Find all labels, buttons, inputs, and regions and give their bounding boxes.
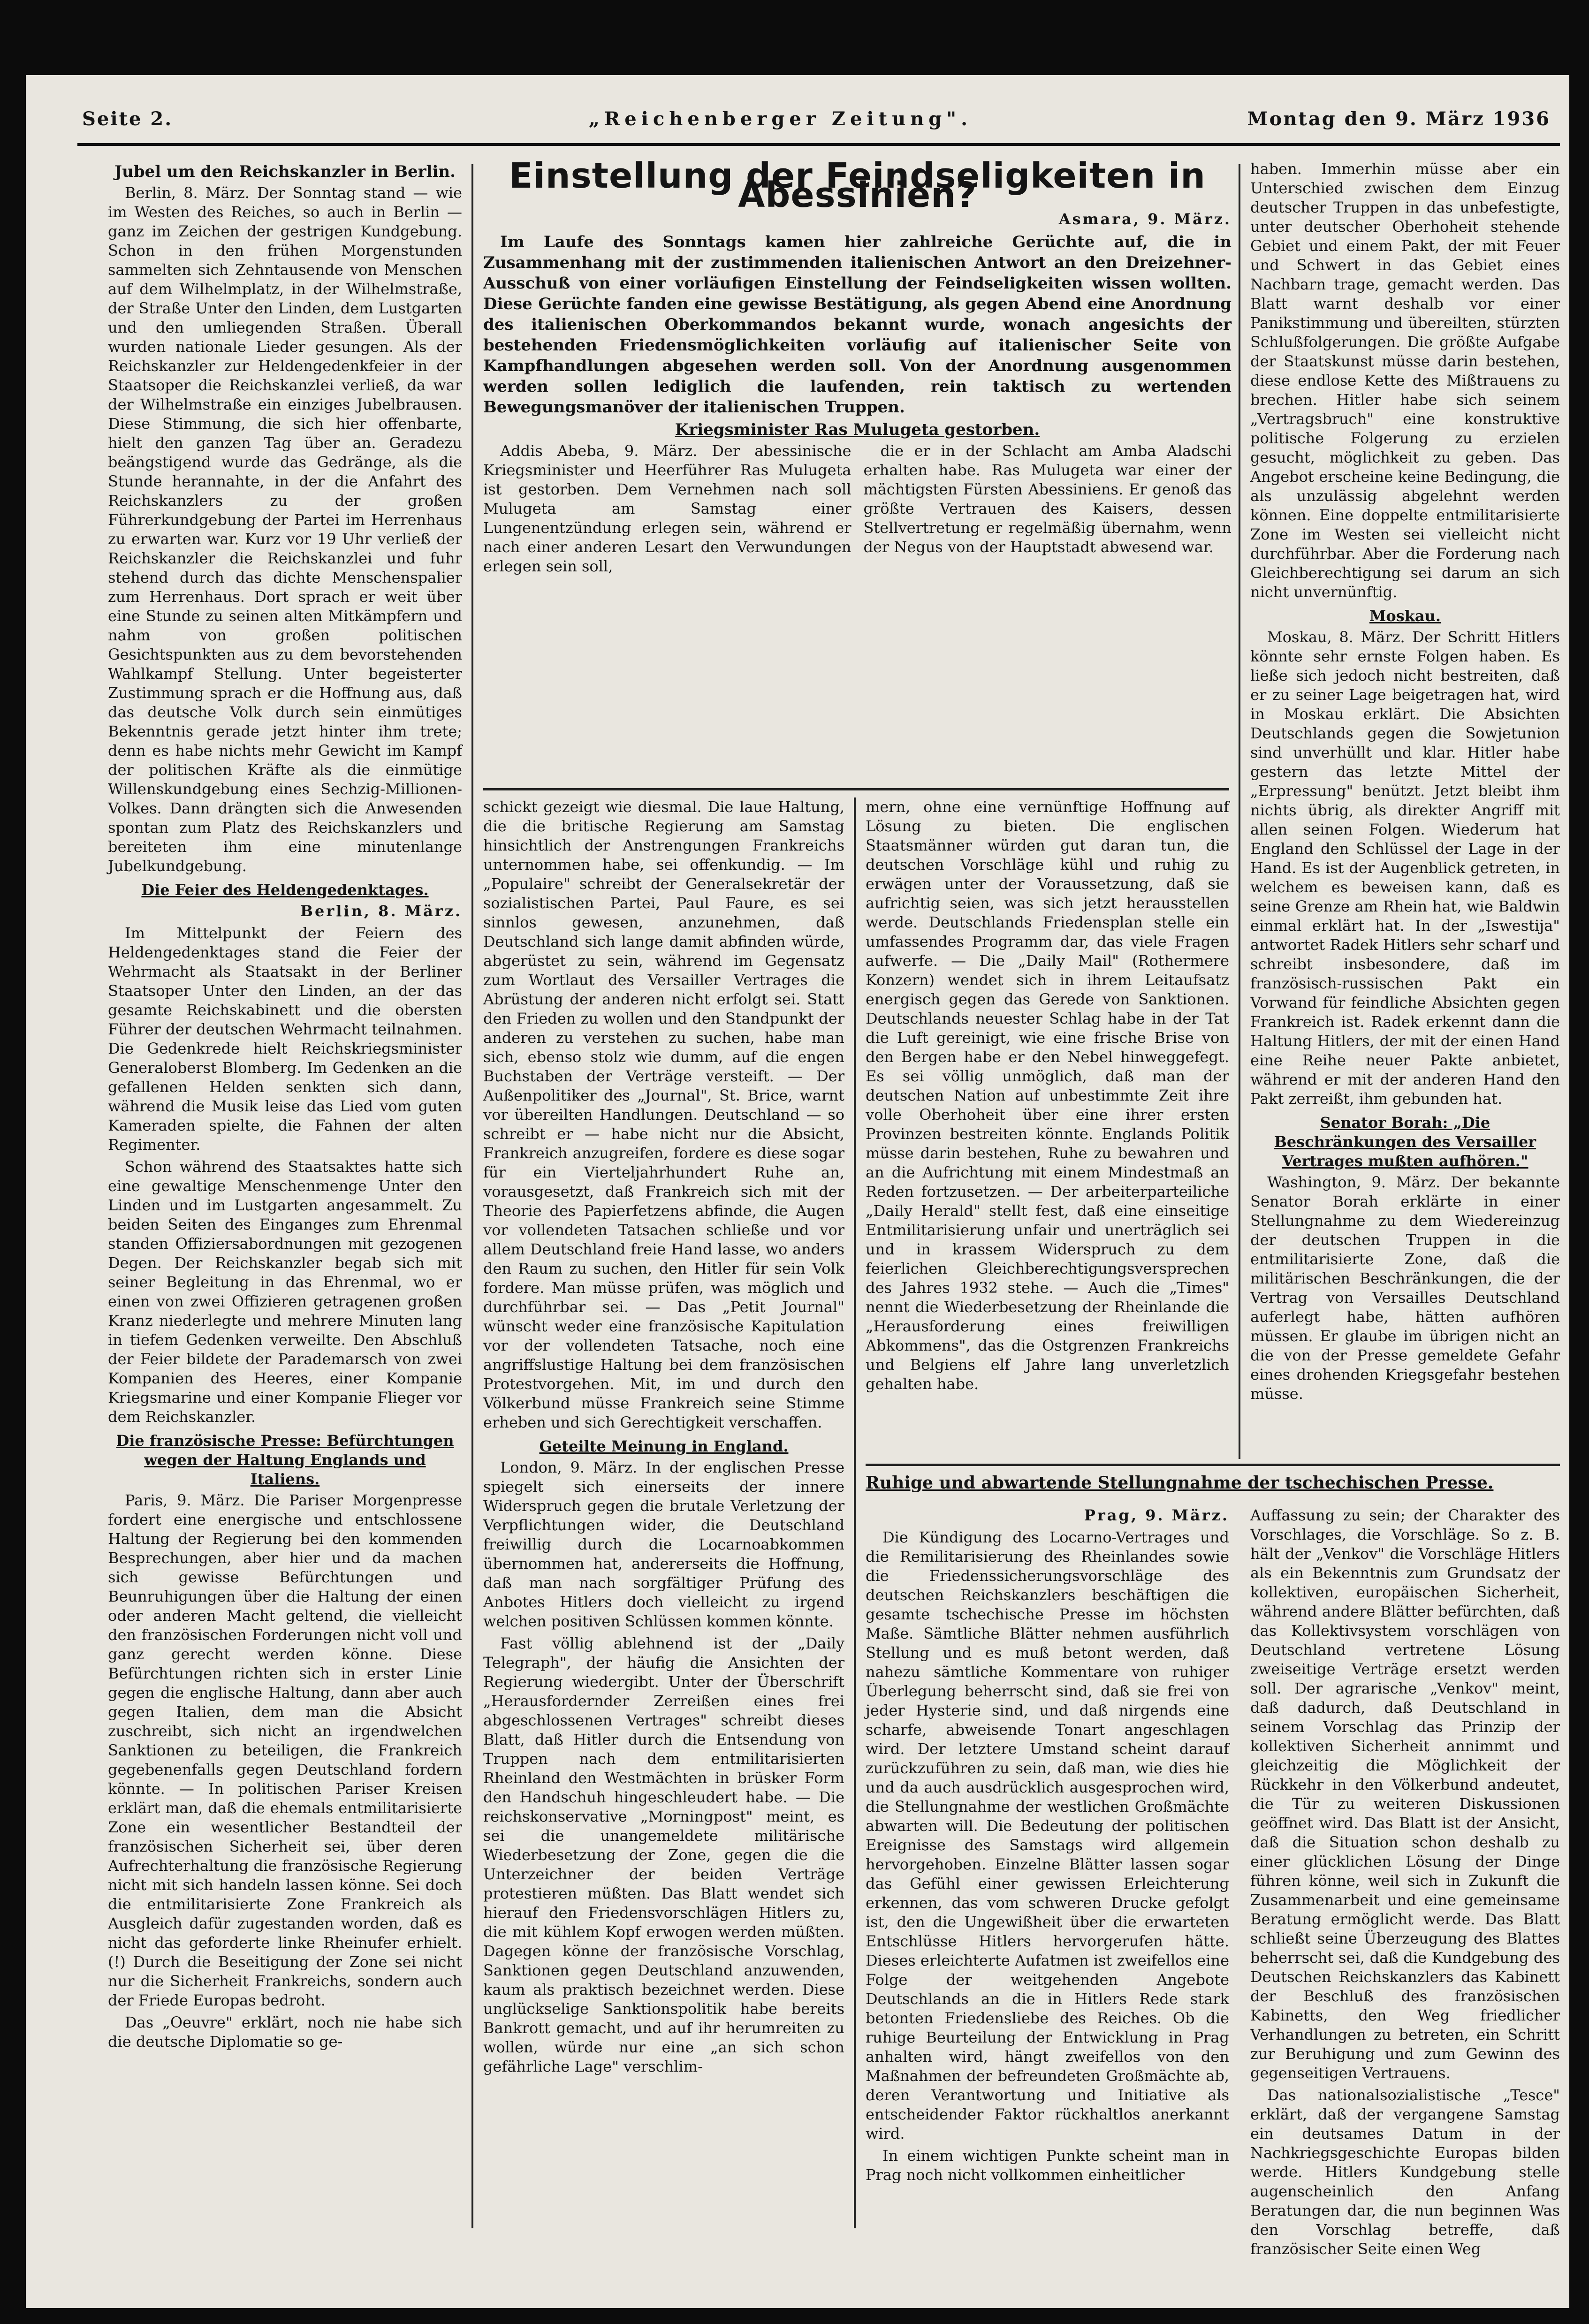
- article-body-paris: Paris, 9. März. Die Pariser Morgenpresse fordert eine energische und entschlossene Haltung der Regierung bei den kommenden Besprechungen, aber hier und da machen sich gewisse Befürchtungen und Beunruhigungen über die Haltung der einen oder anderen Macht geltend, die vielleicht den französischen Forderungen nicht voll und ganz gerecht werden könne. Diese Befürchtungen richten sich in erster Linie gegen die englische Haltung, dann aber auch gegen Italien, dem man die Absicht zuschreibt, sich nicht an irgendwelchen Sanktionen zu beteiligen, die Frankreich gegebenenfalls gegen Deutschland fordern könnte. — In politischen Pariser Kreisen erklärt man, daß die ehemals entmilitarisierte Zone ein wesentlicher Bestandteil der französischen Sicherheit sei, über deren Aufrechterhaltung die französische Regierung nicht mit sich handeln lassen könne. Sei doch die entmilitarisierte Zone Frankreich als Ausgleich dafür zugestanden worden, daß es nicht das geforderte linke Rheinufer erhielt. (!) Durch die Beseitigung der Zone sei nicht nur die Sicherheit Frankreichs, sondern auch der Friede Europas bedroht.: [108, 1491, 462, 2009]
- article-body-continued: haben. Immerhin müsse aber ein Unterschied zwischen dem Einzug deutscher Truppen in das unbefestigte, unter deutscher Oberhoheit stehende Gebiet und einem Pakt, der mit Feuer und Schwert in das Gebiet eines Nachbarn trage, gemacht werden. Das Blatt warnt deshalb vor einer Panikstimmung und übereilten, stürzten Schlußfolgerungen. Die größte Aufgabe der Staatskunst müsse darin bestehen, diese endlose Kette des Mißtrauens zu brechen. Hitler habe sich seinem „Vertragsbruch" eine konstruktive politische Folgerung zu erzielen gesucht, möglichkeit zu geben. Das Angebot erscheine keine Bedingung, die als unzulässig abgelehnt werden können. Eine doppelte entmilitarisierte Zone im Westen sei vielleicht nicht durchführbar. Aber die Forderung nach Gleichberechtigung sei darum an sich nicht unvernünftig.: [1250, 160, 1560, 601]
- prague-headline: Ruhige und abwartende Stellungnahme der tschechischen Presse.: [866, 1473, 1494, 1493]
- main-headline: Einstellung der Feindseligkeiten in Abessinien?: [509, 156, 1206, 215]
- article-title-franzoesische-presse: Die französische Presse: Befürchtungen wegen der Haltung Englands und Italiens.: [116, 1432, 454, 1488]
- page-number: Seite 2.: [82, 108, 173, 130]
- article-title-borah: Senator Borah: „Die Beschränkungen des Versailler Vertrages mußten aufhören.": [1274, 1114, 1536, 1170]
- prague-column-left: [866, 1506, 1229, 2228]
- header-rule: [77, 143, 1560, 146]
- prague-body-3: Auffassung zu sein; der Charakter des Vorschlages, die Vorschläge. So z. B. hält der „Venkov" die Vorschläge Hitlers als ein Bekenntnis zum Grundsatz der kollektiven, europäischen Sicherheit, während andere Blätter befürchten, daß das Kollektivsystem vorschlägen von Deutschland vertretene Lösung zweiseitige Verträge ersetzt werden soll. Der agrarische „Venkov" meint, daß dadurch, daß Deutschland in seinem Vorschlag das Prinzip der kollektiven Sicherheit annimmt und gleichzeitig die Möglichkeit der Rückkehr in den Völkerbund andeutet, die Tür zu weiteren Diskussionen geöffnet wird. Das Blatt ist der Ansicht, daß die Situation schon deshalb zu einer glücklichen Lösung der Dinge führen könne, weil sich in Zukunft die Zusammenarbeit und eine gemeinsame Beratung ermöglicht werde. Das Blatt schließt seine Überzeugung des Blattes beherrscht sei, daß die Kundgebung des Deutschen Reichskanzlers das Kabinett der Beschluß des französischen Kabinetts, den Weg friedlicher Verhandlungen zu betreten, ein Schritt zur Beruhigung und zum Gewinn des gegenseitigen Vertrauens.: [1250, 1506, 1560, 2082]
- section-rule: [483, 788, 1229, 790]
- article-body-presse-continued: schickt gezeigt wie diesmal. Die laue Haltung, die die britische Regierung am Samstag hinsichtlich der Anstrengungen Frankreichs unternommen habe, sei offenkundig. — Im „Populaire" schreibt der Generalsekretär der sozialistischen Partei, Paul Faure, es sei sinnlos gewesen, anzunehmen, daß Deutschland sich lange damit abfinden würde, abgerüstet zu sein, während im Gegensatz zum Wortlaut des Versailler Vertrages die Abrüstung der anderen nicht erfolgt sei. Statt den Frieden zu wollen und den Standpunkt der anderen zu verstehen zu suchen, habe man sich, ebenso stolz wie dumm, auf die engen Buchstaben der Verträge versteift. — Der Außenpolitiker des „Journal", St. Brice, warnt vor übereilten Handlungen. Deutschland — so schreibt er — habe nicht nur die Absicht, Frankreich anzugreifen, fordere es diese sogar für ein Vierteljahrhundert Ruhe an, vorausgesetzt, daß Frankreich sich mit der Theorie des Papierfetzens abfinde, die Augen vor vollendeten Tatsachen schließe und vor allem Deutschland freie Hand lasse, wo anders den Raum zu suchen, den Hitler für sein Volk fordere. Man müsse prüfen, was möglich und durchführbar sei. — Das „Petit Journal" wünscht weder eine französische Kapitulation vor der vollendeten Tatsache, noch eine angriffslustige Haltung bei dem französischen Protestvorgehen. Mit, im und durch den Völkerbund müsse Frankreich seine Stimme erheben und sich Gerechtigkeit verschaffen.: [483, 798, 844, 1431]
- prague-body-4: Das nationalsozialistische „Tesce" erklärt, daß der vergangene Samstag ein deutsames Datum in der Nachkriegsgeschichte Europas bilden werde. Hitlers Kundgebung stelle augenscheinlich den Anfang Beratungen dar, die nun beginnen Was den Vorschlag betreffe, daß französischer Seite einen Weg: [1250, 2086, 1560, 2258]
- newspaper-name: „Reichenberger Zeitung".: [589, 108, 972, 130]
- sub-headline-mulugeta: Kriegsminister Ras Mulugeta gestorben.: [675, 420, 1040, 439]
- article-body-oeuvre: Das „Oeuvre" erklärt, noch nie habe sich die deutsche Diplomatie so ge-: [108, 2013, 462, 2051]
- newspaper-page: [26, 75, 1569, 2308]
- article-title-moskau: Moskau.: [1369, 607, 1441, 625]
- column-4: [1250, 159, 1560, 1454]
- mulugeta-text-b: die er in der Schlacht am Amba Aladschi erhalten habe. Ras Mulugeta war einer der mächtigsten Fürsten Abessiniens. Er genoß das größte Vertrauen des Kaisers, dessen Stellvertretung er regelmäßig übernahm, wenn der Negus von der Hauptstadt abwesend war.: [863, 442, 1232, 556]
- article-body-london: London, 9. März. In der englischen Presse spiegelt sich einerseits der innere Widerspruch gegen die brutale Verletzung der Verpflichtungen wider, die Deutschland freiwillig durch die Locarnoabkommen übernommen hat, andererseits die Hoffnung, daß man nach sorgfältiger Prüfung des Anbotes Hitlers doch vielleicht zu irgend welchen positiven Schlüssen kommen könnte.: [483, 1458, 844, 1630]
- main-article: [483, 156, 1232, 786]
- column-2: [483, 797, 844, 2228]
- prague-headline-block: [866, 1471, 1560, 1508]
- main-lead-text: Im Laufe des Sonntags kamen hier zahlreiche Gerüchte auf, die in Zusammenhang mit der zustimmenden italienischen Antwort an den Dreizehner-Ausschuß von einer vorläufigen Einstellung der Feindseligkeiten wissen wollten. Diese Gerüchte fanden eine gewisse Bestätigung, als gegen Abend eine Anordnung des italienischen Oberkommandos bekannt wurde, wonach angesichts der bestehenden Friedensmöglichkeiten vorläufig auf italienischer Seite von Kampfhandlungen abgesehen werden soll. Von der Anordnung ausgenommen werden sollen lediglich die laufenden, rein taktisch zu wertenden Bewegungsmanöver der italienischen Truppen.: [483, 233, 1232, 417]
- article-title-heldengedenktag: Die Feier des Heldengedenktages.: [141, 881, 429, 899]
- column-divider: [854, 797, 856, 2228]
- article-body-daily-telegraph: Fast völlig ablehnend ist der „Daily Telegraph", der häufig die Ansichten der Regierung wiedergibt. Unter der Überschrift „Herausfordernder Zerreißen eines frei abgeschlossenen Vertrages" schreibt dieses Blatt, daß Hitler durch die Entsendung von Truppen nach dem entmilitarisierten Rheinland den Westmächten in brüsker Form den Handschuh hingeschleudert habe. — Die reichskonservative „Morningpost" meint, es sei die unangemeldete militärische Wiederbesetzung der Zone, gegen die die Unterzeichner der beiden Verträge protestieren müßten. Das Blatt wendet sich hierauf den Friedensvorschlägen Hitlers zu, die mit kühlem Kopf erwogen werden müßten. Dagegen könne der französische Vorschlag, Sanktionen gegen Deutschland anzuwenden, kaum als praktisch bezeichnet werden. Diese unglückselige Sanktionspolitik habe bereits Bankrott gemacht, und auf ihr herumreiten zu wollen, würde nur eine „an sich schon gefährliche Lage" verschlim-: [483, 1634, 844, 2075]
- column-divider: [471, 164, 473, 2228]
- prague-body-2: In einem wichtigen Punkte scheint man in Prag noch nicht vollkommen einheitlicher: [866, 2147, 1229, 2184]
- article-title-berlin: Jubel um den Reichskanzler in Berlin.: [114, 162, 456, 181]
- dateline-asmara: Asmara, 9. März.: [1058, 210, 1232, 228]
- prague-column-right: [1250, 1506, 1560, 2258]
- article-body-berlin: Berlin, 8. März. Der Sonntag stand — wie im Westen des Reiches, so auch in Berlin — ganz im Zeichen der gestrigen Kundgebung. Schon in den frühen Morgenstunden sammelten sich Zehntausende von Menschen auf dem Wilhelmplatz, in der Wilhelmstraße, der Straße Unter den Linden, dem Lustgarten und den umliegenden Straßen. Überall wurden nationale Lieder gesungen. Als der Reichskanzler zur Heldengedenkfeier in der Staatsoper die Reichskanzlei verließ, da war der Wilhelmstraße ein einziges Jubelbrausen. Diese Stimmung, die sich hier offenbarte, hielt den ganzen Tag über an. Geradezu beängstigend wurde das Gedränge, als die Stunde herannahte, in der die Anfahrt des Reichskanzlers zu der großen Führerkundgebung der Partei im Herrenhaus zu erwarten war. Kurz vor 19 Uhr verließ der Reichskanzler die Reichskanzlei und fuhr stehend durch das dichte Menschenspalier zum Herrenhaus. Dort sprach er weit über eine Stunde zu seinen alten Mitkämpfern und nahm von großen politischen Gesichtspunkten aus zu dem bevorstehenden Wahlkampf Stellung. Unter begeisterter Zustimmung sprach er die Hoffnung aus, daß das deutsche Volk durch sein einmütiges Bekenntnis gerade jetzt hinter ihm trete; denn es habe nichts mehr Gewicht im Kampf der politischen Kräfte als die einmütige Willenskundgebung eines Sechzig-Millionen-Volkes. Dann drängten sich die Anwesenden spontan zum Platz des Reichskanzlers und bereiteten ihm eine minutenlange Jubelkundgebung.: [108, 184, 462, 875]
- dateline-prag: Prag, 9. März.: [1084, 1506, 1229, 1524]
- article-title-england: Geteilte Meinung in England.: [539, 1437, 789, 1455]
- article-body-england-continued: mern, ohne eine vernünftige Hoffnung auf Lösung zu bieten. Die englischen Staatsmänner würden gut daran tun, die deutschen Vorschläge kühl und ruhig zu erwägen unter der Voraussetzung, daß sie aufrichtig seien, was sich jetzt herausstellen werde. Deutschlands Friedensplan stelle ein umfassendes Programm dar, das viele Fragen aufwerfe. — Die „Daily Mail" (Rothermere Konzern) wendet sich in ihrem Leitaufsatz energisch gegen das Gerede von Sanktionen. Deutschlands neuester Schlag habe in der Tat die Luft gereinigt, wie eine frische Brise von den Bergen habe er den Nebel hinweggefegt. Es sei völlig unmöglich, daß man der deutschen Nation auf unbestimmte Zeit ihre volle Oberhoheit über eine ihrer ersten Provinzen bestreiten könnte. Englands Politik müsse darin bestehen, Ruhe zu bewahren und an die Aufrichtung mit einem Mindestmaß an Reden fortzusetzen. — Der arbeiterparteiliche „Daily Herald" stellt fest, daß eine einseitige Entmilitarisierung unfair und unerträglich sei und in krassem Widerspruch zu dem feierlichen Gleichberechtigungsversprechen des Jahres 1932 stehe. — Auch die „Times" nennt die Wiederbesetzung der Rheinlande die „Herausforderung eines freiwilligen Abkommens", das die Ostgrenzen Frankreichs und Belgiens elf Jahre lang unverletzlich gehalten habe.: [866, 798, 1229, 1393]
- article-body-washington: Washington, 9. März. Der bekannte Senator Borah erklärte in einer Stellungnahme zu dem Wiedereinzug der deutschen Truppen in die entmilitarisierte Zone, daß die militärischen Beschränkungen, die der Vertrag von Versailles Deutschland auferlegt habe, hätten aufhören müssen. Er glaube im übrigen nicht an die von der Presse gemeldete Gefahr eines drohenden Kriegsgefahr bestehen müsse.: [1250, 1173, 1560, 1403]
- mulugeta-text-a: Addis Abeba, 9. März. Der abessinische Kriegsminister und Heerführer Ras Mulugeta ist gestorben. Dem Vernehmen nach soll Mulugeta am Samstag einer Lungenentzündung erlegen sein, während er nach einer anderen Lesart den Verwundungen erlegen sein soll,: [483, 442, 852, 575]
- column-1: [108, 159, 462, 2233]
- article-body-moskau: Moskau, 8. März. Der Schritt Hitlers könnte sehr ernste Folgen haben. Es ließe sich jedoch nicht bestreiten, daß er zu seiner Lage beigetragen hat, wird in Moskau erklärt. Die Absichten Deutschlands gegen die Sowjetunion sind unverhüllt und klar. Hitler habe gestern das letzte Mittel der „Erpressung" benützt. Jetzt bleibt ihm nichts übrig, als direkter Angriff mit allen seinen Folgen. Wiederum hat England den Schlüssel der Lage in der Hand. Es ist der Augenblick getreten, in welchem es beweisen kann, daß es seine Grenze am Rhein hat, wie Baldwin einmal erklärt hat. In der „Iswestija" antwortet Radek Hitlers sehr scharf und schreibt insbesondere, daß im französisch-russischen Pakt ein Vorwand für feindliche Absichten gegen Frankreich ist. Radek erkennt dann die Haltung Hitlers, der mit der einen Hand eine Reihe neuer Pakte anbietet, während er mit der anderen Hand den Pakt zerreißt, ihm gebunden hat.: [1250, 628, 1560, 1108]
- article-body-heldengedenktag: Im Mittelpunkt der Feiern des Heldengedenktages stand die Feier der Wehrmacht als Staatsakt in der Berliner Staatsoper Unter den Linden, an der das gesamte Reichskabinett und die obersten Führer der deutschen Wehrmacht teilnahmen. Die Gedenkrede hielt Reichskriegsminister Generaloberst Blomberg. Im Gedenken an die gefallenen Helden senkten sich dann, während die Musik leise das Lied vom guten Kameraden spielte, die Fahnen der alten Regimenter.: [108, 924, 462, 1154]
- column-divider: [1239, 164, 1240, 1459]
- prague-body-1: Die Kündigung des Locarno-Vertrages und die Remilitarisierung des Rheinlandes sowie die Friedenssicherungsvorschläge des deutschen Reichskanzlers beschäftigen die gesamte tschechische Presse im höchsten Maße. Sämtliche Blätter nehmen ausführlich Stellung und es muß betont werden, daß nahezu sämtliche Kommentare von ruhiger Überlegung beherrscht sind, daß sie frei von jeder Hysterie sind, und daß nirgends eine scharfe, abweisende Tonart angeschlagen wird. Der letztere Umstand scheint darauf zurückzuführen zu sein, daß man, wie dies hie und da auch ausdrücklich ausgesprochen wird, die Stellungnahme der westlichen Großmächte abwarten will. Die Bedeutung der politischen Ereignisse des Samstags wird allgemein hervorgehoben. Einzelne Blätter lassen sogar das Gefühl einer gewissen Erleichterung erkennen, das vom schweren Drucke gefolgt ist, den die Ungewißheit über die erwarteten Entschlüsse Hitlers hervorgerufen hätte. Dieses erleichterte Aufatmen ist zweifellos eine Folge der weitgehenden Angebote Deutschlands an die in Hitlers Rede stark betonten Friedensliebe des Reiches. Ob die ruhige Beurteilung der Entwicklung in Prag anhalten wird, hängt zweifellos von den Maßnahmen der befreundeten Großmächte ab, deren Verantwortung und Initiative als entscheidender Faktor rückhaltlos anerkannt wird.: [866, 1528, 1229, 2142]
- column-3: [866, 797, 1229, 1440]
- section-rule: [866, 1464, 1560, 1466]
- dateline-berlin: Berlin, 8. März.: [300, 902, 462, 920]
- article-body-staatsakt: Schon während des Staatsaktes hatte sich eine gewaltige Menschenmenge Unter den Linden und im Lustgarten angesammelt. Zu beiden Seiten des Einganges zum Ehrenmal standen Offiziersabordnungen mit gezogenen Degen. Der Reichskanzler begab sich mit seiner Begleitung in das Ehrenmal, wo er einen von zwei Offizieren getragenen großen Kranz niederlegte und mehrere Minuten lang in tiefem Gedenken verweilte. Den Abschluß der Feier bildete der Parademarsch von zwei Kompanien des Heeres, einer Kompanie Kriegsmarine und einer Kompanie Flieger vor dem Reichskanzler.: [108, 1158, 462, 1426]
- issue-date: Montag den 9. März 1936: [1247, 108, 1551, 130]
